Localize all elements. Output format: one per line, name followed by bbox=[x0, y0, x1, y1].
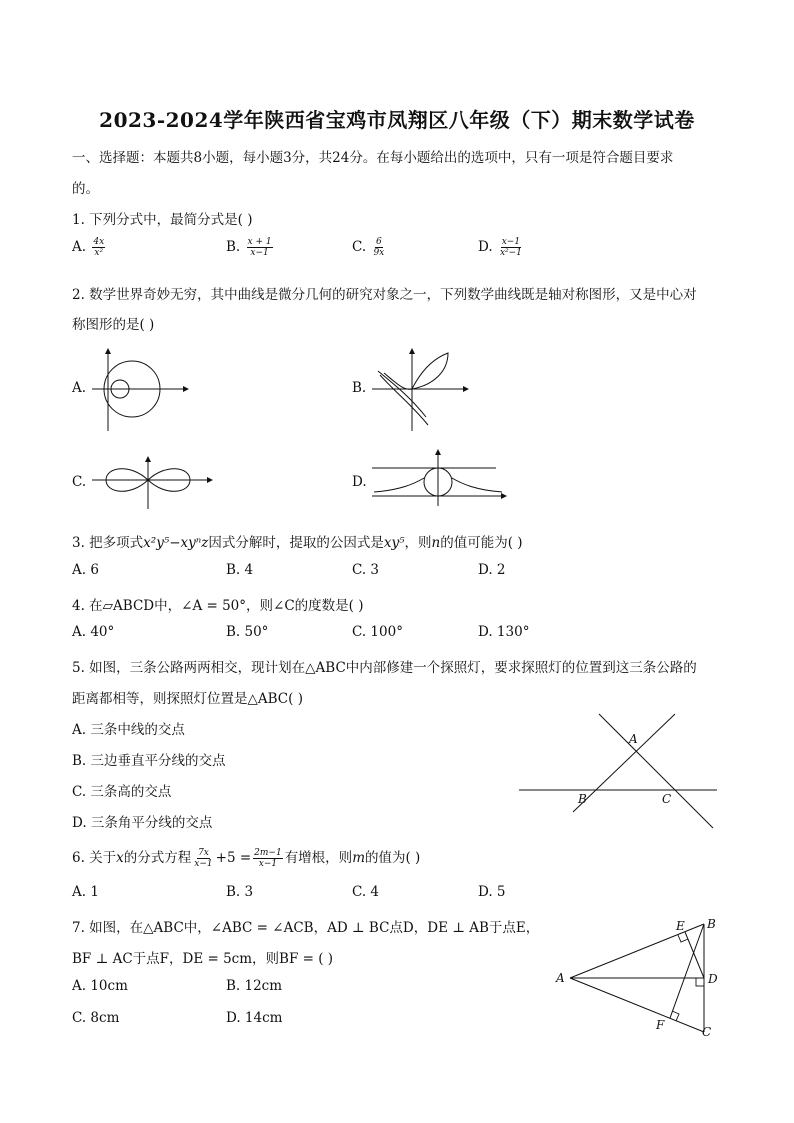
fraction-num: 7x bbox=[198, 848, 209, 858]
option-label: A. bbox=[72, 239, 87, 255]
fraction-den: x−1 bbox=[258, 859, 278, 869]
q6-option-c[interactable]: C. 4 bbox=[352, 884, 380, 900]
option-label: B. bbox=[226, 239, 241, 255]
fraction-num: x + 1 bbox=[247, 237, 272, 247]
fraction bbox=[92, 237, 105, 258]
q3-option-c[interactable]: C. 3 bbox=[352, 562, 380, 578]
fraction-num: 6 bbox=[375, 237, 382, 247]
q7-label-f: F bbox=[656, 1018, 665, 1032]
q2-option-c[interactable]: C. bbox=[72, 474, 87, 490]
q3-option-a[interactable]: A. 6 bbox=[72, 562, 99, 578]
q1-option-c[interactable] bbox=[352, 237, 387, 258]
q7-label-d: D bbox=[708, 972, 718, 986]
q3-option-d[interactable]: D. 2 bbox=[478, 562, 506, 578]
section-heading-cont: 的。 bbox=[72, 181, 99, 197]
fraction-den: 9x bbox=[373, 248, 385, 258]
fraction-num: x−1 bbox=[501, 237, 521, 247]
q5-stem-cont: 距离都相等，则探照灯位置是△ABC( ) bbox=[72, 691, 303, 707]
q6-stem bbox=[72, 846, 420, 869]
option-label: C. bbox=[352, 239, 367, 255]
fraction-den: x² bbox=[94, 248, 104, 258]
q5-option-c[interactable]: C. 三条高的交点 bbox=[72, 784, 172, 800]
q2-figure-d bbox=[370, 448, 512, 508]
q2-figure-a bbox=[90, 345, 200, 435]
fraction-num: 2m−1 bbox=[254, 848, 282, 858]
q7-triangle-figure bbox=[552, 912, 732, 1042]
q7-option-b[interactable]: B. 12cm bbox=[226, 978, 283, 994]
q3-polynomial: x²y⁵−xyⁿz bbox=[143, 535, 209, 551]
fraction-num: 4x bbox=[93, 237, 105, 247]
q6-text: 的值为( ) bbox=[365, 850, 421, 866]
q1-option-d[interactable] bbox=[478, 237, 525, 258]
q5-option-d[interactable]: D. 三条角平分线的交点 bbox=[72, 815, 213, 831]
q2-option-a[interactable]: A. bbox=[72, 380, 87, 396]
q3-text: ，则 bbox=[404, 535, 432, 551]
q7-option-d[interactable]: D. 14cm bbox=[226, 1010, 283, 1026]
q7-stem: 7. 如图，在△ABC中，∠ABC = ∠ACB，AD ⊥ BC点D，DE ⊥ AB于点E， bbox=[72, 920, 540, 936]
q5-option-a[interactable]: A. 三条中线的交点 bbox=[72, 722, 185, 738]
fraction bbox=[499, 237, 523, 258]
q3-text: 的值可能为( ) bbox=[440, 535, 523, 551]
q5-stem: 5. 如图，三条公路两两相交，现计划在△ABC中内部修建一个探照灯，要求探照灯的位置到这三条公路的 bbox=[72, 660, 697, 676]
q2-option-d[interactable]: D. bbox=[352, 474, 367, 490]
q6-text: 6. 关于 bbox=[72, 850, 117, 866]
q7-label-b: B bbox=[707, 917, 716, 931]
q5-label-a: A bbox=[629, 732, 638, 746]
q2-figure-c bbox=[90, 455, 215, 511]
q1-option-a[interactable] bbox=[72, 237, 107, 258]
q3-factor: xy⁵ bbox=[383, 535, 405, 551]
q1-option-b[interactable] bbox=[226, 237, 275, 258]
q3-text: 3. 把多项式 bbox=[72, 535, 144, 551]
q6-variable-m: m bbox=[352, 850, 365, 866]
fraction bbox=[247, 237, 273, 258]
q3-stem bbox=[72, 531, 523, 551]
q7-option-a[interactable]: A. 10cm bbox=[72, 978, 128, 994]
fraction-den: x²−1 bbox=[499, 248, 522, 258]
fraction bbox=[193, 848, 213, 869]
q6-text: 的分式方程 bbox=[123, 850, 192, 866]
q5-label-b: B bbox=[578, 792, 587, 806]
q5-road-figure bbox=[515, 710, 720, 832]
fraction-den: x−1 bbox=[194, 859, 213, 869]
q4-stem: 4. 在▱ABCD中，∠A = 50°，则∠C的度数是( ) bbox=[72, 598, 364, 614]
q3-option-b[interactable]: B. 4 bbox=[226, 562, 254, 578]
page-title: 2023-2024学年陕西省宝鸡市凤翔区八年级（下）期末数学试卷 bbox=[99, 108, 695, 132]
q6-variable-x: x bbox=[116, 850, 124, 866]
q2-stem: 2. 数学世界奇妙无穷，其中曲线是微分几何的研究对象之一，下列数学曲线既是轴对称图形，又是中心对 bbox=[72, 287, 697, 303]
q7-option-c[interactable]: C. 8cm bbox=[72, 1010, 120, 1026]
q6-option-a[interactable]: A. 1 bbox=[72, 884, 99, 900]
q3-variable: n bbox=[431, 535, 441, 551]
option-label: D. bbox=[478, 239, 493, 255]
q2-option-b[interactable]: B. bbox=[352, 380, 367, 396]
q4-option-a[interactable]: A. 40° bbox=[72, 624, 115, 640]
q5-label-c: C bbox=[662, 792, 672, 806]
q7-label-a: A bbox=[556, 971, 565, 985]
q2-stem-cont: 称图形的是( ) bbox=[72, 317, 155, 333]
q2-figure-b bbox=[370, 345, 480, 435]
q6-option-d[interactable]: D. 5 bbox=[478, 884, 506, 900]
q6-option-b[interactable]: B. 3 bbox=[226, 884, 254, 900]
q5-option-b[interactable]: B. 三边垂直平分线的交点 bbox=[72, 753, 226, 769]
q3-text: 因式分解时，提取的公因式是 bbox=[208, 535, 384, 551]
section-heading: 一、选择题：本题共8小题，每小题3分，共24分。在每小题给出的选项中，只有一项是符合题目要求 bbox=[72, 150, 674, 166]
q4-option-d[interactable]: D. 130° bbox=[478, 624, 530, 640]
q7-label-e: E bbox=[676, 919, 685, 933]
q1-stem: 1. 下列分式中，最简分式是( ) bbox=[72, 212, 253, 228]
q6-text: 有增根，则 bbox=[284, 850, 353, 866]
fraction bbox=[253, 848, 283, 869]
q4-option-c[interactable]: C. 100° bbox=[352, 624, 403, 640]
q7-label-c: C bbox=[702, 1025, 712, 1039]
q7-stem-cont: BF ⊥ AC于点F，DE = 5cm，则BF = ( ) bbox=[72, 951, 334, 967]
fraction bbox=[372, 237, 385, 258]
q6-text: +5 = bbox=[215, 850, 252, 866]
fraction-den: x−1 bbox=[250, 248, 269, 258]
q4-option-b[interactable]: B. 50° bbox=[226, 624, 269, 640]
